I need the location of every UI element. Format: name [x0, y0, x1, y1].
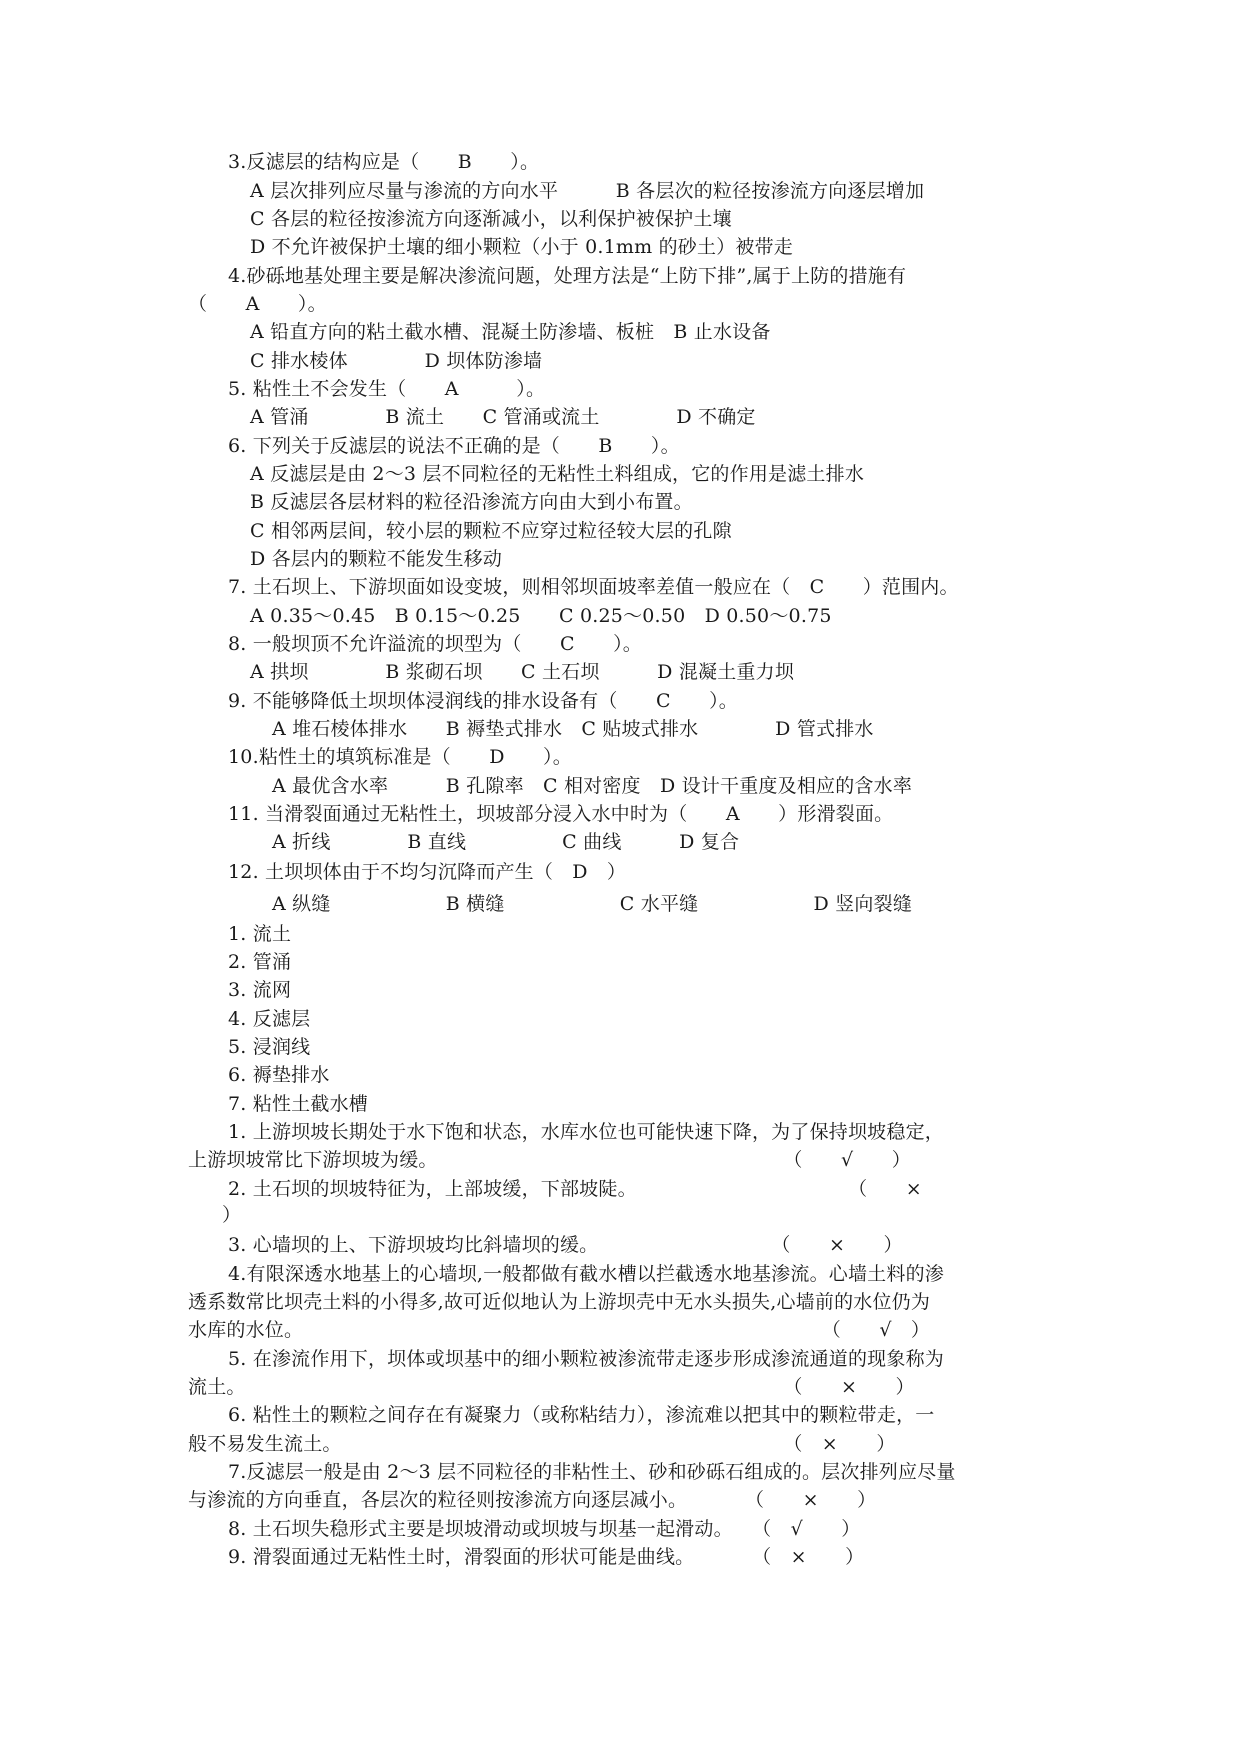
- q5-question: 5. 粘性土不会发生（ A ）。: [228, 378, 546, 400]
- tf4-line3: 水库的水位。 （ √ ）: [188, 1319, 931, 1341]
- q6-option-b: B 反滤层各层材料的粒径沿渗流方向由大到小布置。: [250, 491, 693, 513]
- tf1-line2: 上游坝坡常比下游坝坡为缓。 （ √ ）: [188, 1149, 911, 1171]
- q4-options-ab: A 铅直方向的粘土截水槽、混凝土防渗墙、板桩 B 止水设备: [250, 321, 771, 343]
- q3-options-ab: A 层次排列应尽量与渗流的方向水平 B 各层次的粒径按渗流方向逐层增加: [250, 180, 925, 202]
- q7-options: A 0.35～0.45 B 0.15～0.25 C 0.25～0.50 D 0.50～0.75: [250, 605, 832, 627]
- tf6-line1: 6. 粘性土的颗粒之间存在有凝聚力（或称粘结力），渗流难以把其中的颗粒带走，一: [228, 1404, 935, 1426]
- q7-question: 7. 土石坝上、下游坝面如设变坡，则相邻坝面坡率差值一般应在（ C ）范围内。: [228, 576, 959, 598]
- q11-question: 11. 当滑裂面通过无粘性土，坝坡部分浸入水中时为（ A ）形滑裂面。: [228, 803, 894, 825]
- q8-question: 8. 一般坝顶不允许溢流的坝型为（ C ）。: [228, 633, 643, 655]
- tf2-line2: ）: [222, 1204, 242, 1226]
- tf5-line2: 流土。 （ × ）: [188, 1376, 915, 1398]
- term-2: 2. 管涌: [228, 951, 292, 973]
- tf9: 9. 滑裂面通过无粘性土时，滑裂面的形状可能是曲线。 （ × ）: [228, 1546, 865, 1568]
- q12-question: 12. 土坝坝体由于不均匀沉降而产生（ D ）: [228, 861, 627, 883]
- tf1-line1: 1. 上游坝坡长期处于水下饱和状态，水库水位也可能快速下降，为了保持坝坡稳定，: [228, 1121, 944, 1143]
- q3-option-d: D 不允许被保护土壤的细小颗粒（小于 0.1mm 的砂土）被带走: [250, 236, 794, 258]
- term-4: 4. 反滤层: [228, 1008, 311, 1030]
- q4-question-answer: （ A ）。: [188, 293, 327, 315]
- tf7-line2: 与渗流的方向垂直，各层次的粒径则按渗流方向逐层减小。 （ × ）: [188, 1489, 877, 1511]
- tf4-line2: 透系数常比坝壳土料的小得多,故可近似地认为上游坝壳中无水头损失,心墙前的水位仍为: [188, 1291, 931, 1313]
- q10-question: 10.粘性土的填筑标准是（ D ）。: [228, 746, 572, 768]
- q6-option-d: D 各层内的颗粒不能发生移动: [250, 548, 503, 570]
- tf5-line1: 5. 在渗流作用下，坝体或坝基中的细小颗粒被渗流带走逐步形成渗流通道的现象称为: [228, 1348, 944, 1370]
- q4-question: 4.砂砾地基处理主要是解决渗流问题，处理方法是“上防下排”,属于上防的措施有: [228, 265, 907, 287]
- term-7: 7. 粘性土截水槽: [228, 1093, 368, 1115]
- tf3: 3. 心墙坝的上、下游坝坡均比斜墙坝的缓。 （ × ）: [228, 1234, 903, 1256]
- tf7-line1: 7.反滤层一般是由 2～3 层不同粒径的非粘性土、砂和砂砾石组成的。层次排列应尽量: [228, 1461, 956, 1483]
- term-5: 5. 浸润线: [228, 1036, 311, 1058]
- q6-option-c: C 相邻两层间，较小层的颗粒不应穿过粒径较大层的孔隙: [250, 520, 732, 542]
- q9-options: A 堆石棱体排水 B 褥垫式排水 C 贴坡式排水 D 管式排水: [272, 718, 874, 740]
- term-1: 1. 流土: [228, 923, 292, 945]
- q3-option-c: C 各层的粒径按渗流方向逐渐减小，以利保护被保护土壤: [250, 208, 732, 230]
- q9-question: 9. 不能够降低土坝坝体浸润线的排水设备有（ C ）。: [228, 690, 739, 712]
- tf4-line1: 4.有限深透水地基上的心墙坝,一般都做有截水槽以拦截透水地基渗流。心墙土料的渗: [228, 1263, 944, 1285]
- q4-options-cd: C 排水棱体 D 坝体防渗墙: [250, 350, 543, 372]
- tf8: 8. 土石坝失稳形式主要是坝坡滑动或坝坡与坝基一起滑动。 （ √ ）: [228, 1518, 861, 1540]
- q11-options: A 折线 B 直线 C 曲线 D 复合: [272, 831, 740, 853]
- q8-options: A 拱坝 B 浆砌石坝 C 土石坝 D 混凝土重力坝: [250, 661, 795, 683]
- q3-question: 3.反滤层的结构应是（ B ）。: [228, 151, 540, 173]
- q12-options: A 纵缝 B 横缝 C 水平缝 D 竖向裂缝: [272, 893, 913, 915]
- q6-question: 6. 下列关于反滤层的说法不正确的是（ B ）。: [228, 435, 680, 457]
- q5-options: A 管涌 B 流土 C 管涌或流土 D 不确定: [250, 406, 756, 428]
- q10-options: A 最优含水率 B 孔隙率 C 相对密度 D 设计干重度及相应的含水率: [272, 775, 913, 797]
- tf2-line1: 2. 土石坝的坝坡特征为，上部坡缓，下部坡陡。 （ ×: [228, 1178, 922, 1200]
- term-6: 6. 褥垫排水: [228, 1064, 330, 1086]
- term-3: 3. 流网: [228, 979, 292, 1001]
- tf6-line2: 般不易发生流土。 （ × ）: [188, 1433, 896, 1455]
- q6-option-a: A 反滤层是由 2～3 层不同粒径的无粘性土料组成，它的作用是滤土排水: [250, 463, 865, 485]
